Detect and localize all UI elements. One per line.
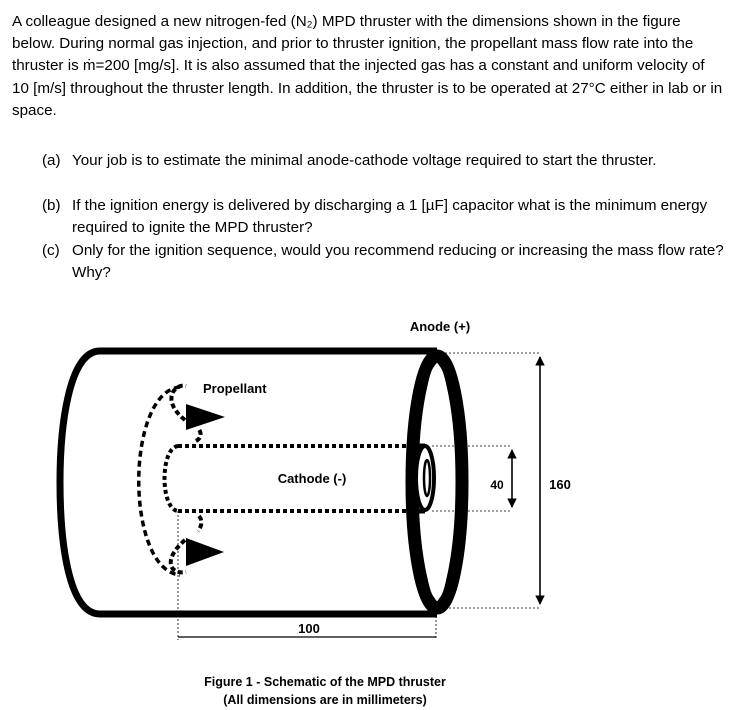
question-b bbox=[42, 195, 727, 239]
figure-caption-line1: Figure 1 - Schematic of the MPD thruster bbox=[204, 675, 446, 689]
question-c-text: Only for the ignition sequence, would you recommend reducing or increasing the mass flow rate? Why? bbox=[72, 242, 724, 281]
propellant-arrows bbox=[171, 386, 225, 573]
cathode-label: Cathode (-) bbox=[277, 471, 347, 486]
question-a-text: Your job is to estimate the minimal anode-cathode voltage required to start the thruster. bbox=[72, 152, 657, 169]
figure-caption-line2: (All dimensions are in millimeters) bbox=[223, 693, 427, 707]
question-a-label: (a) bbox=[42, 152, 61, 169]
question-c bbox=[42, 240, 727, 284]
thruster-schematic bbox=[0, 300, 730, 710]
dimension-cathode-value: 40 bbox=[490, 478, 504, 492]
question-c-label: (c) bbox=[42, 242, 60, 259]
problem-intro: A colleague designed a new nitrogen-fed (N₂) MPD thruster with the dimensions shown in the figure below. During normal gas injection, and prior to thruster ignition, the propellant mass flow rate into the thruster is ṁ=200 [mg/s]. It is also assumed that the injected gas has a constant and uniform velocity of 10 [m/s] throughout the thruster length. In addition, the thruster is to be operated at 27°C either in lab or in space. bbox=[12, 13, 723, 119]
dimension-length-value: 100 bbox=[298, 621, 320, 636]
question-b-text: If the ignition energy is delivered by discharging a 1 [µF] capacitor what is the minimum energy required to ignite the MPD thruster? bbox=[72, 197, 708, 236]
inlet-backplate bbox=[139, 387, 180, 575]
question-b-label: (b) bbox=[42, 197, 61, 214]
anode-label: Anode (+) bbox=[409, 319, 471, 334]
dimension-anode-value: 160 bbox=[549, 477, 571, 492]
question-a bbox=[42, 150, 727, 172]
propellant-label: Propellant bbox=[203, 381, 267, 396]
